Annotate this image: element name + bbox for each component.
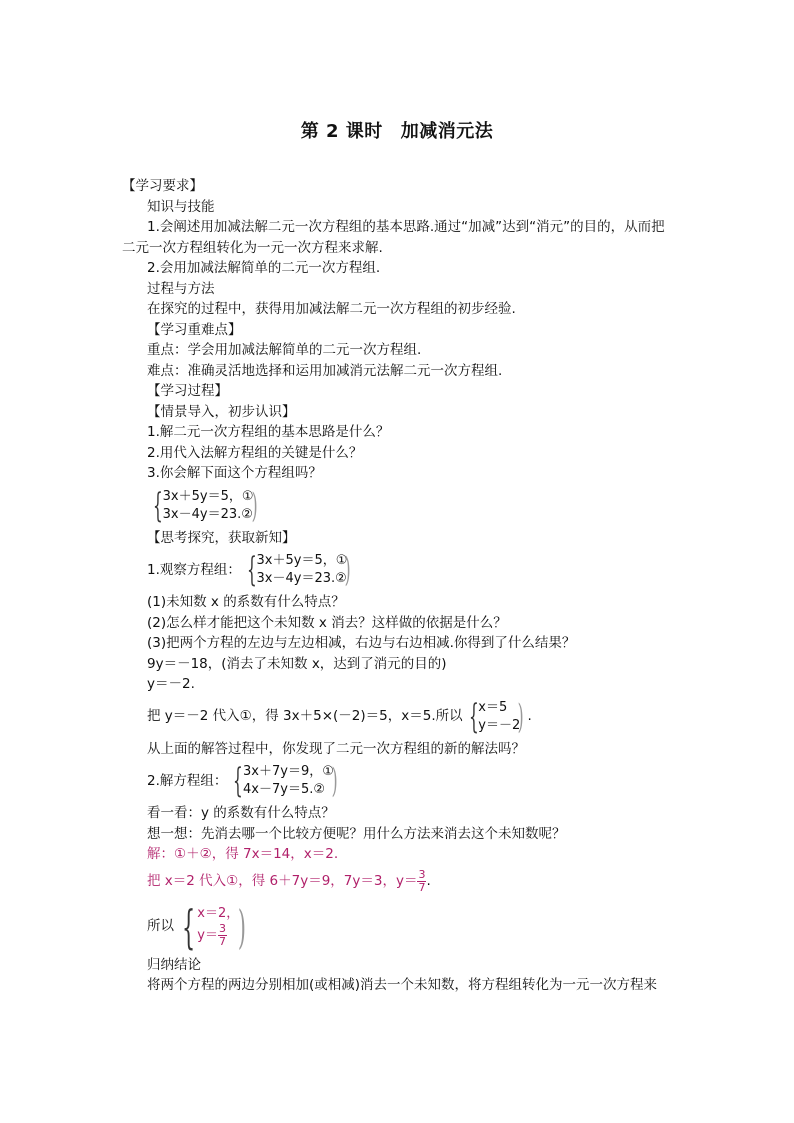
- section-heading-course: 【学习过程】: [147, 383, 228, 399]
- answer-step-2: 把 x＝2 代入①，得 6＋7y＝9，7y＝3，y＝ $\frac{3}{7}$ .: [147, 868, 431, 894]
- observe-system-row: [122, 548, 674, 592]
- fraction-denominator: 7: [218, 935, 226, 948]
- equation: 3x＋5y＝5，①: [256, 553, 348, 568]
- section-heading-key-points: 【学习重难点】: [147, 321, 242, 338]
- equation: 3x－4y＝23.②: [256, 571, 347, 586]
- question-3: 3.你会解下面这个方程组吗？: [147, 465, 322, 481]
- equation: 4x－7y＝5.②: [243, 782, 326, 797]
- final-solution-row: [122, 899, 674, 955]
- result-2: y＝－2.: [147, 676, 195, 692]
- left-brace: {: [182, 899, 196, 954]
- solve-system-row: [122, 759, 674, 803]
- solution-y: y＝－2: [478, 717, 521, 733]
- observe-label: 1.观察方程组：: [147, 561, 241, 578]
- subheading-summary: 归纳结论: [147, 956, 201, 973]
- so-label: 所以: [147, 918, 174, 935]
- left-brace: {: [152, 485, 163, 526]
- left-brace: {: [468, 696, 479, 737]
- solution-y: y＝: [197, 928, 218, 943]
- fraction: [218, 923, 227, 948]
- question-1: 1.解二元一次方程组的基本思路是什么？: [147, 424, 390, 440]
- equation: 3x－4y＝23.②: [162, 506, 253, 522]
- left-brace: {: [246, 550, 257, 590]
- look-prompt: 看一看：y 的系数有什么特点？: [147, 805, 335, 821]
- fraction-denominator: 7: [418, 881, 426, 894]
- page-title: [0, 122, 794, 143]
- substitution-text: 把 y＝－2 代入①，得 3x＋5×(－2)＝5，x＝5.所以: [147, 708, 463, 725]
- discovery-question: 从上面的解答过程中，你发现了二元一次方程组的新的解法吗？: [147, 740, 525, 757]
- lesson-number: 第 2 课时: [300, 121, 383, 142]
- probe-1: (1)未知数 x 的系数有什么特点？: [147, 594, 345, 610]
- difficult-point: 难点：准确灵活地选择和运用加减消元法解二元一次方程组.: [147, 362, 503, 379]
- right-brace: ): [238, 899, 247, 954]
- process-text: 在探究的过程中，获得用加减法解二元一次方程组的初步经验.: [147, 301, 516, 317]
- substitution-row: 把 y＝－2 代入①，得 3x＋5×(－2)＝5，x＝5.所以 { x＝5 y＝－2 ) .: [147, 696, 532, 737]
- subheading-process: 过程与方法: [147, 280, 215, 297]
- equation: 3x＋5y＝5，①: [162, 488, 254, 504]
- requirement-2: 2.会用加减法解简单的二元一次方程组.: [147, 260, 381, 276]
- probe-2: (2)怎么样才能把这个未知数 x 消去？这样做的依据是什么？: [147, 614, 507, 631]
- right-brace: ): [345, 550, 352, 590]
- solution-y-row: [197, 923, 239, 948]
- fraction-numerator: 3: [218, 922, 226, 935]
- lesson-topic: 加减消元法: [400, 121, 494, 142]
- fraction: [417, 869, 426, 894]
- left-brace: {: [233, 761, 244, 801]
- section-heading-explore: 【思考探究，获取新知】: [147, 529, 296, 546]
- answer-step-2-text: 把 x＝2 代入①，得 6＋7y＝9，7y＝3，y＝: [147, 873, 418, 890]
- right-brace: ): [331, 761, 338, 801]
- result-1: 9y＝－18，(消去了未知数 x，达到了消元的目的): [147, 655, 447, 672]
- think-prompt: 想一想：先消去哪一个比较方便呢？用什么方法来消去这个未知数呢？: [147, 825, 566, 842]
- section-heading-intro: 【情景导入，初步认识】: [147, 403, 296, 420]
- requirement-1: 1.会阐述用加减法解二元一次方程组的基本思路.通过“加减”达到“消元”的目的，从而把二元一次方程组转化为一元一次方程来求解.: [122, 219, 665, 256]
- summary-text: 将两个方程的两边分别相加(或相减)消去一个未知数，将方程组转化为一元一次方程来: [147, 977, 658, 993]
- answer-step-1: 解：①＋②，得 7x＝14，x＝2.: [147, 846, 339, 862]
- key-point: 重点：学会用加减法解简单的二元一次方程组.: [147, 342, 422, 358]
- section-heading-requirements: 【学习要求】: [122, 178, 203, 194]
- subheading-knowledge: 知识与技能: [147, 198, 215, 215]
- solution-x: x＝2，: [197, 906, 240, 921]
- question-2: 2.用代入法解方程组的关键是什么？: [147, 444, 363, 461]
- probe-3: (3)把两个方程的左边与左边相减，右边与右边相减.你得到了什么结果？: [147, 635, 576, 651]
- right-brace: ): [251, 485, 258, 526]
- document-body: [122, 176, 674, 996]
- right-brace: ): [517, 696, 524, 737]
- solve-label: 2.解方程组：: [147, 772, 228, 789]
- equation-system-1: [122, 484, 674, 528]
- solution-x: x＝5: [478, 699, 508, 715]
- fraction-numerator: 3: [418, 868, 426, 881]
- equation: 3x＋7y＝9，①: [243, 764, 334, 779]
